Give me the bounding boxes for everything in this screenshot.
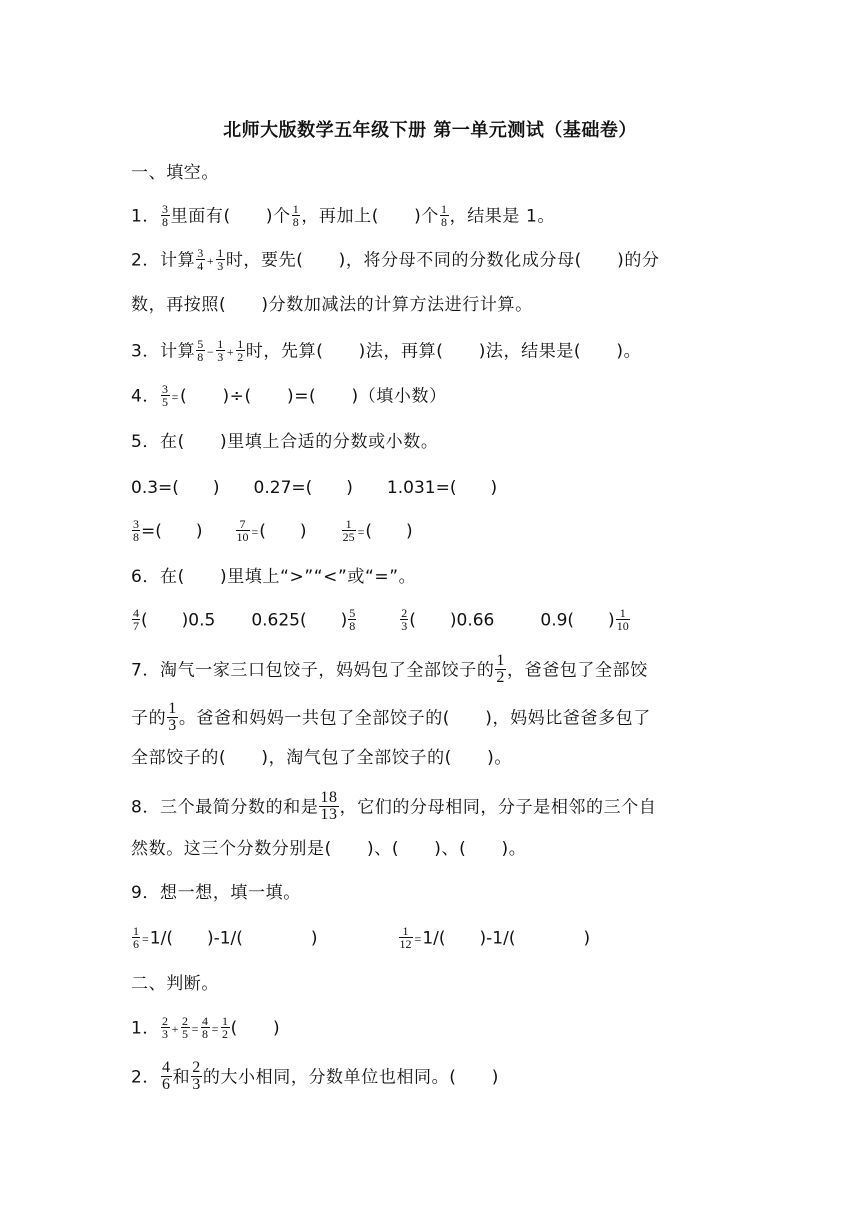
fraction-1-2 xyxy=(236,338,245,363)
fraction-5-8 xyxy=(196,338,205,363)
q5-item-4: =( ) xyxy=(141,521,203,542)
equals-sign: = xyxy=(191,1021,199,1036)
fraction-3-5 xyxy=(161,383,170,408)
q7-text-2: ，爸爸包了全部饺 xyxy=(507,660,648,681)
numerator: 2 xyxy=(182,1014,189,1028)
j1-number: 1． xyxy=(131,1018,161,1039)
denominator: 3 xyxy=(192,1076,201,1093)
fraction-1-10 xyxy=(616,607,630,632)
q1-number: 1． xyxy=(131,206,161,227)
q5-item-2: 0.27=( ) xyxy=(253,478,353,498)
plus-sign: + xyxy=(226,344,235,359)
q6-item-2: 0.625( ) xyxy=(251,610,348,631)
fraction-4-6 xyxy=(161,1060,172,1093)
q3-text-2: 时，先算( )法，再算( )法，结果是( )。 xyxy=(245,341,642,362)
q1-text-1: 里面有( )个 xyxy=(170,206,291,227)
denominator: 5 xyxy=(182,1027,189,1041)
numerator: 1 xyxy=(402,924,409,938)
question-5-row-2 xyxy=(131,519,413,544)
fraction-1-8 xyxy=(292,203,301,228)
question-8 xyxy=(131,791,656,824)
q6-item-4: 0.9( ) xyxy=(540,610,615,631)
q6-item-3: ( )0.66 xyxy=(409,610,495,631)
numerator: 2 xyxy=(162,1014,169,1028)
numerator: 7 xyxy=(239,517,246,531)
question-2-continued: 数，再按照( )分数加减法的计算方法进行计算。 xyxy=(131,295,533,315)
denominator: 4 xyxy=(197,259,204,273)
numerator: 2 xyxy=(192,1059,201,1076)
q1-text-3: ，结果是 1。 xyxy=(449,206,556,227)
denominator: 3 xyxy=(401,619,408,633)
denominator: 8 xyxy=(349,619,356,633)
numerator: 1 xyxy=(345,517,352,531)
question-6: 6．在( )里填上“>”“<”或“=”。 xyxy=(131,567,417,587)
minus-sign: − xyxy=(206,344,215,359)
equals-sign: = xyxy=(251,524,259,539)
numerator: 4 xyxy=(133,606,139,620)
plus-sign: + xyxy=(171,1021,180,1036)
numerator: 1 xyxy=(217,337,224,351)
numerator: 3 xyxy=(197,246,204,260)
fraction-7-10 xyxy=(236,518,250,543)
q9-expr-1: 1/( )-1/( ) xyxy=(149,928,318,949)
fraction-4-8 xyxy=(201,1015,210,1040)
plus-sign: + xyxy=(206,253,215,268)
q8-text-2: ，它们的分母相同，分子是相邻的三个自 xyxy=(339,797,657,818)
denominator: 2 xyxy=(221,1027,229,1041)
q2-text-1: 2．计算 xyxy=(131,250,196,271)
denominator: 8 xyxy=(197,350,204,364)
denominator: 5 xyxy=(162,395,169,409)
numerator: 1 xyxy=(133,924,139,938)
section-judge-heading: 二、判断。 xyxy=(131,974,219,994)
q1-text-2: ，再加上( )个 xyxy=(301,206,439,227)
equals-sign: = xyxy=(171,389,180,404)
fraction-1-3 xyxy=(167,701,178,734)
numerator: 5 xyxy=(349,606,356,620)
question-5: 5．在( )里填上合适的分数或小数。 xyxy=(131,432,439,452)
q8-text-1: 8．三个最简分数的和是 xyxy=(131,797,319,818)
question-4 xyxy=(131,384,447,409)
fraction-1-6 xyxy=(132,925,140,950)
fraction-1-8 xyxy=(440,203,449,228)
numerator: 1 xyxy=(619,606,626,620)
denominator: 12 xyxy=(399,937,412,951)
j2-text-1: 和 xyxy=(172,1067,191,1088)
fraction-2-3 xyxy=(191,1060,202,1093)
q3-text-1: 3．计算 xyxy=(131,341,196,362)
denominator: 13 xyxy=(320,806,338,823)
fraction-3-8 xyxy=(132,518,140,543)
numerator: 3 xyxy=(162,382,169,396)
numerator: 1 xyxy=(237,337,244,351)
q5-item-1: 0.3=( ) xyxy=(131,478,220,498)
fraction-2-3 xyxy=(400,607,408,632)
j2-number: 2． xyxy=(131,1067,161,1088)
fraction-3-8 xyxy=(161,203,170,228)
fraction-2-3 xyxy=(161,1015,170,1040)
numerator: 2 xyxy=(401,606,408,620)
fraction-3-4 xyxy=(196,247,205,272)
q5-item-6: ( ) xyxy=(365,521,413,542)
q2-text-2: 时，要先( )，将分母不同的分数化成分母( )的分 xyxy=(225,250,660,271)
fraction-1-2 xyxy=(221,1015,230,1040)
fraction-4-7 xyxy=(132,607,140,632)
denominator: 8 xyxy=(162,215,169,229)
denominator: 8 xyxy=(133,530,139,544)
denominator: 6 xyxy=(133,937,139,951)
judge-2 xyxy=(131,1061,499,1094)
j2-text-2: 的大小相同，分数单位也相同。( ) xyxy=(202,1067,499,1088)
fraction-1-25 xyxy=(342,518,356,543)
numerator: 1 xyxy=(168,700,177,717)
page-title: 北师大版数学五年级下册 第一单元测试（基础卷） xyxy=(223,120,637,141)
question-7-line-3: 全部饺子的( )，淘气包了全部饺子的( )。 xyxy=(131,748,512,768)
fraction-1-2 xyxy=(495,653,506,686)
q7-text-4: 。爸爸和妈妈一共包了全部饺子的( )，妈妈比爸爸多包了 xyxy=(178,708,651,729)
denominator: 25 xyxy=(342,530,355,544)
numerator: 1 xyxy=(292,202,300,216)
denominator: 2 xyxy=(496,669,506,686)
j1-blank: ( ) xyxy=(230,1018,281,1039)
equals-sign: = xyxy=(142,931,149,946)
numerator: 1 xyxy=(221,1014,229,1028)
fraction-1-3 xyxy=(216,338,225,363)
q4-number: 4． xyxy=(131,386,161,407)
denominator: 2 xyxy=(237,350,244,364)
denominator: 3 xyxy=(168,717,177,734)
numerator: 3 xyxy=(133,517,139,531)
question-3 xyxy=(131,339,641,364)
denominator: 10 xyxy=(236,530,249,544)
q5-item-5: ( ) xyxy=(259,521,307,542)
numerator: 1 xyxy=(496,652,506,669)
question-6-row xyxy=(131,608,631,633)
denominator: 10 xyxy=(616,619,629,633)
q5-item-3: 1.031=( ) xyxy=(386,478,498,498)
question-1 xyxy=(131,204,555,229)
numerator: 3 xyxy=(162,202,169,216)
fraction-18-13 xyxy=(319,790,338,823)
denominator: 6 xyxy=(162,1076,171,1093)
q6-item-1: ( )0.5 xyxy=(141,610,216,631)
denominator: 7 xyxy=(133,619,139,633)
fraction-2-5 xyxy=(181,1015,190,1040)
q7-text-3: 子的 xyxy=(131,708,167,729)
numerator: 18 xyxy=(320,789,338,806)
question-2 xyxy=(131,248,660,273)
denominator: 8 xyxy=(292,215,300,229)
denominator: 3 xyxy=(217,259,224,273)
q4-text: ( )÷( )=( )（填小数） xyxy=(180,386,447,407)
denominator: 8 xyxy=(202,1027,209,1041)
numerator: 4 xyxy=(162,1059,171,1076)
equals-sign: = xyxy=(357,524,365,539)
numerator: 5 xyxy=(197,337,204,351)
q7-text-1: 7．淘气一家三口包饺子，妈妈包了全部饺子的 xyxy=(131,660,495,681)
question-7 xyxy=(131,654,648,687)
question-8-line-2: 然数。这三个分数分别是( )、( )、( )。 xyxy=(131,839,527,859)
denominator: 3 xyxy=(217,350,224,364)
fraction-1-3 xyxy=(216,247,225,272)
numerator: 4 xyxy=(202,1014,209,1028)
equals-sign: = xyxy=(211,1021,219,1036)
denominator: 8 xyxy=(441,215,448,229)
q9-expr-2: 1/( )-1/( ) xyxy=(422,928,591,949)
numerator: 1 xyxy=(441,202,448,216)
judge-1 xyxy=(131,1016,280,1041)
question-9: 9．想一想，填一填。 xyxy=(131,883,301,903)
fraction-5-8 xyxy=(348,607,356,632)
question-5-row-1 xyxy=(131,477,497,499)
question-7-line-2 xyxy=(131,702,651,735)
equals-sign: = xyxy=(414,931,422,946)
numerator: 1 xyxy=(217,246,224,260)
question-9-row xyxy=(131,926,590,951)
fraction-1-12 xyxy=(399,925,413,950)
denominator: 3 xyxy=(162,1027,169,1041)
section-fill-heading: 一、填空。 xyxy=(131,163,219,183)
